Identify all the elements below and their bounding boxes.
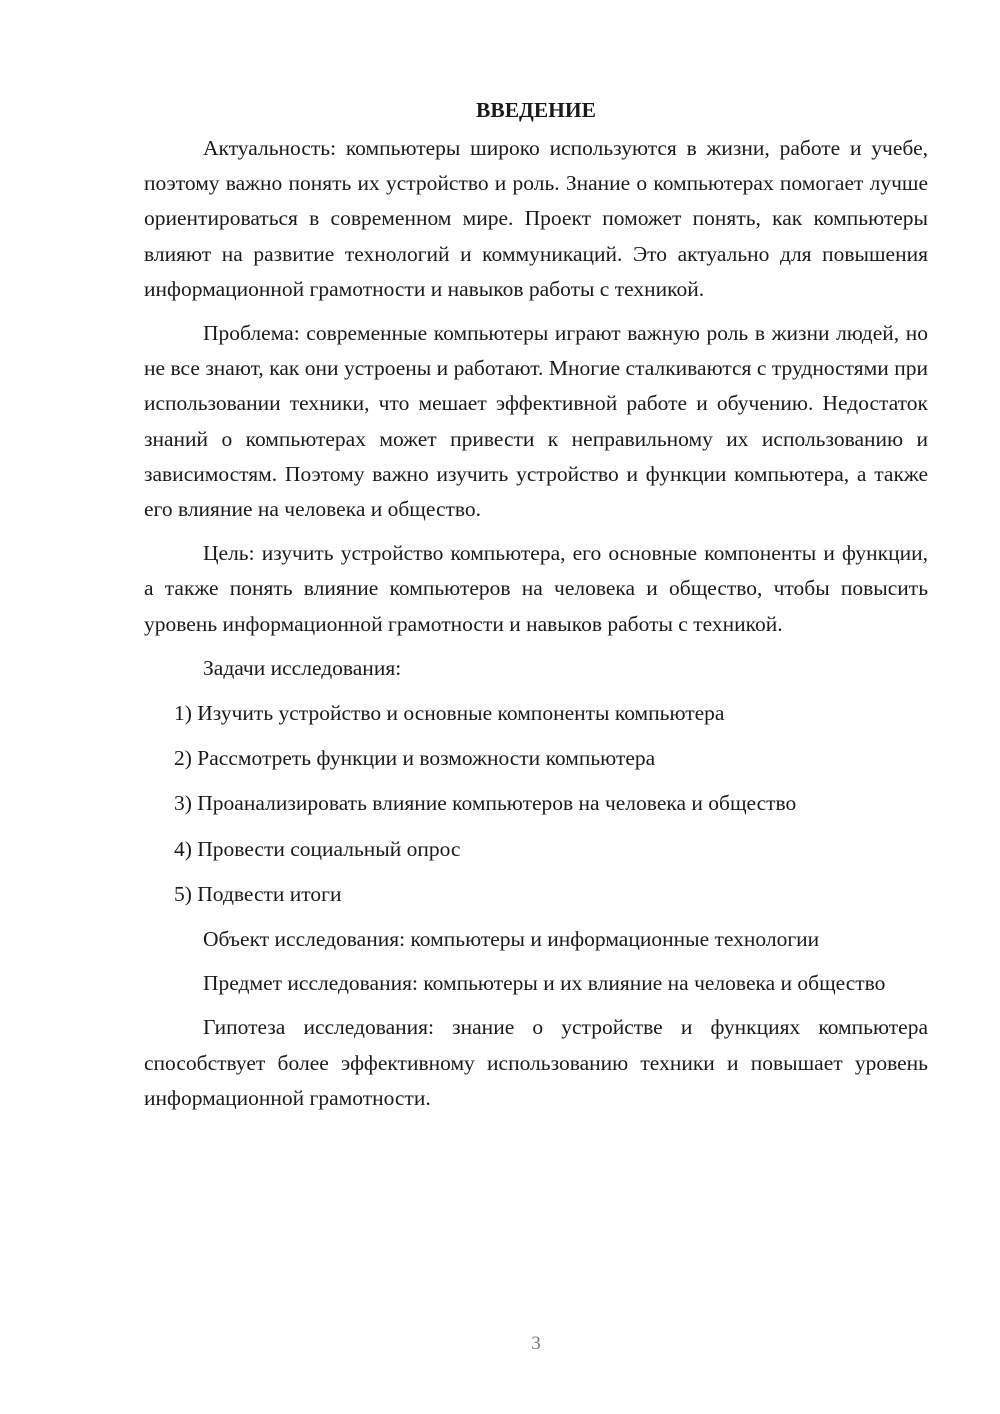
object-paragraph: Объект исследования: компьютеры и информационные технологии	[203, 927, 820, 952]
task-item-1: 1) Изучить устройство и основные компоненты компьютера	[174, 701, 725, 726]
task-item-5: 5) Подвести итоги	[174, 881, 342, 906]
relevance-paragraph: Актуальность: компьютеры широко используются в жизни, работе и учебе, поэтому важно понять их устройство и роль. Знание о компьютерах помогает лучше ориентироваться в современном мире. Проект поможет понять, как компьютеры влияют на развитие технологий и коммуникаций. Это актуально для повышения информационной грамотности и навыков работы с техникой.	[144, 136, 928, 301]
goal-paragraph: Цель: изучить устройство компьютера, его основные компоненты и функции, а также понять влияние компьютеров на человека и общество, чтобы повысить уровень информационной грамотности и навыков работы с техникой.	[144, 541, 928, 636]
page-number: 3	[531, 1333, 541, 1354]
page-title: ВВЕДЕНИЕ	[476, 98, 596, 122]
tasks-list	[144, 696, 928, 912]
hypothesis-paragraph: Гипотеза исследования: знание о устройстве и функциях компьютера способствует более эффективному использованию техники и повышает уровень информационной грамотности.	[144, 1015, 928, 1110]
subject-paragraph: Предмет исследования: компьютеры и их влияние на человека и общество	[203, 971, 886, 996]
page-content	[144, 93, 928, 1125]
task-item-2: 2) Рассмотреть функции и возможности компьютера	[174, 746, 656, 771]
task-item-3: 3) Проанализировать влияние компьютеров на человека и общество	[174, 791, 797, 816]
task-item-4: 4) Провести социальный опрос	[174, 836, 461, 861]
problem-paragraph: Проблема: современные компьютеры играют важную роль в жизни людей, но не все знают, как они устроены и работают. Многие сталкиваются с трудностями при использовании техники, что мешает эффективной работе и обучению. Недостаток знаний о компьютерах может привести к неправильному их использованию и зависимостям. Поэтому важно изучить устройство и функции компьютера, а также его влияние на человека и общество.	[144, 321, 928, 522]
tasks-heading: Задачи исследования:	[203, 655, 402, 680]
